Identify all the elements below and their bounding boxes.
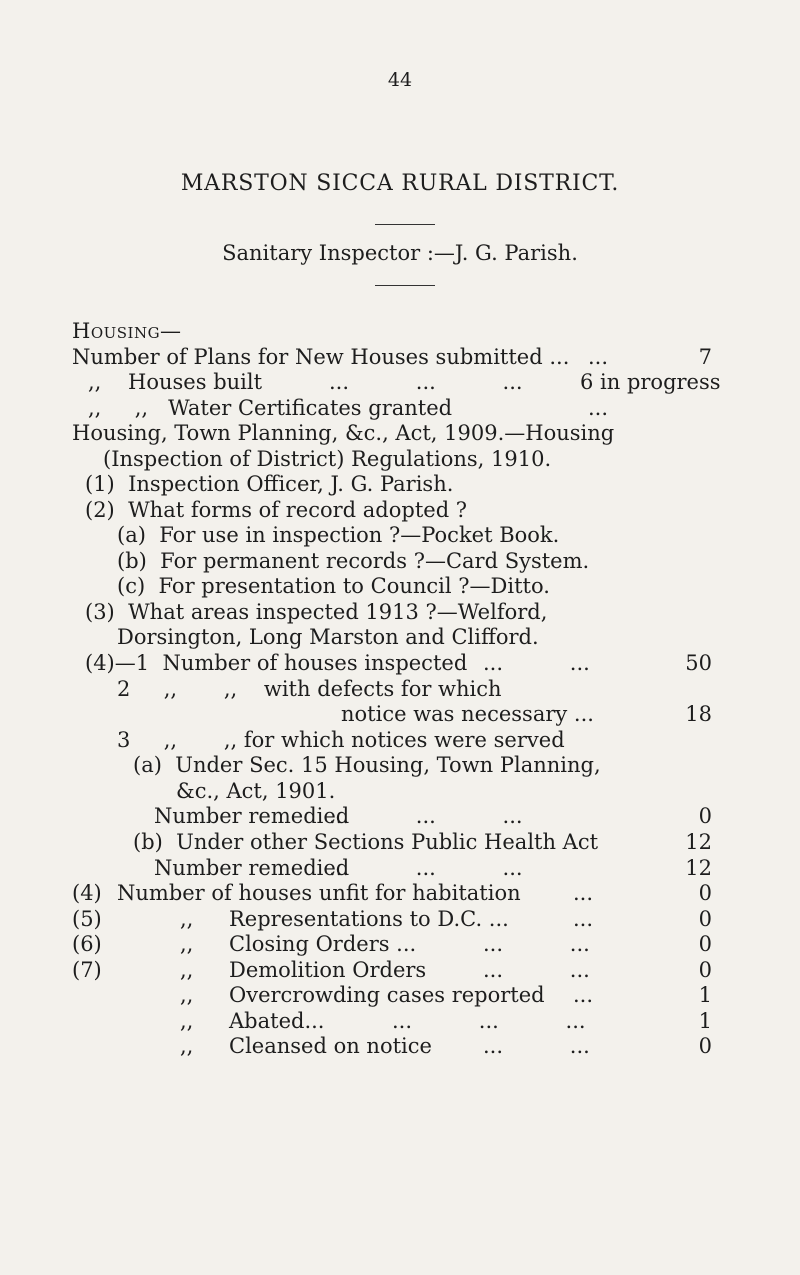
- summary-row-label: Number of houses unfit for habitation: [117, 881, 521, 905]
- item-3-areas-continued: Dorsington, Long Marston and Clifford.: [117, 625, 539, 649]
- under-sec-15-act: &c., Act, 1901.: [176, 779, 336, 803]
- defects-label-continued: notice was necessary ...: [341, 702, 594, 726]
- houses-inspected-label: (4)—1 Number of houses inspected: [85, 651, 468, 675]
- summary-row-ditto: ,,: [180, 932, 194, 956]
- act-line-1: Housing, Town Planning, &c., Act, 1909.—Housing: [72, 421, 615, 445]
- houses-inspected-value: 50: [685, 651, 712, 675]
- summary-row-label: Overcrowding cases reported: [229, 983, 545, 1007]
- summary-row-number: (7): [72, 957, 102, 982]
- defects-value: 18: [685, 702, 712, 726]
- summary-row-label: Demolition Orders: [229, 957, 427, 982]
- summary-row-label: Cleansed on notice: [229, 1034, 432, 1058]
- summary-row-leader: ...: [573, 983, 594, 1007]
- houses-inspected-leader: ... ...: [483, 651, 590, 675]
- summary-row-value: 0: [698, 881, 712, 905]
- summary-row-label: Abated...: [229, 1008, 325, 1033]
- summary-row-ditto: ,,: [180, 957, 194, 982]
- item-3-areas-inspected: (3) What areas inspected 1913 ?—Welford,: [85, 600, 548, 624]
- summary-row-leader: ... ... ...: [392, 1008, 586, 1033]
- summary-row-ditto: ,,: [180, 1008, 194, 1033]
- inspector-line: Sanitary Inspector :—J. G. Parish.: [222, 241, 578, 265]
- summary-row-value: 0: [698, 957, 712, 982]
- page-number: 44: [387, 69, 413, 91]
- public-health-value: 12: [685, 830, 712, 854]
- sec-15-remedied-value: 0: [698, 804, 712, 828]
- summary-row-value: 0: [698, 1034, 712, 1058]
- plans-submitted-leader: ...: [588, 345, 609, 369]
- inspector-divider: [375, 285, 435, 286]
- public-health-remedied-leader: ... ... ...: [329, 856, 523, 880]
- water-certificates-label: ,, ,, Water Certificates granted: [88, 396, 453, 420]
- summary-row-value: 1: [698, 1008, 712, 1033]
- summary-row-number: (4): [72, 881, 102, 905]
- summary-row-leader: ... ...: [483, 1034, 590, 1058]
- summary-row-ditto: ,,: [180, 1034, 194, 1058]
- item-1-inspection-officer: (1) Inspection Officer, J. G. Parish.: [85, 472, 454, 496]
- summary-row-value: 0: [698, 932, 712, 956]
- summary-row-ditto: ,,: [180, 906, 194, 931]
- summary-row-leader: ... ...: [483, 957, 590, 982]
- defects-label: 2 ,, ,, with defects for which: [117, 677, 502, 701]
- summary-row-label: Closing Orders ...: [229, 932, 417, 956]
- public-health-remedied-label: Number remedied: [154, 856, 350, 880]
- item-2-record-forms: (2) What forms of record adopted ?: [85, 498, 468, 522]
- public-health-remedied-value: 12: [685, 856, 712, 880]
- plans-submitted-value: 7: [698, 345, 712, 369]
- section-heading: Housing—: [72, 319, 182, 343]
- summary-row-leader: ...: [573, 906, 594, 931]
- page-title: MARSTON SICCA RURAL DISTRICT.: [180, 171, 620, 196]
- houses-built-label: ,, Houses built: [88, 370, 263, 394]
- summary-row-value: 0: [698, 906, 712, 931]
- houses-built-value: 6 in progress: [580, 370, 721, 394]
- summary-row-value: 1: [698, 983, 712, 1007]
- item-2b-permanent-records: (b) For permanent records ?—Card System.: [117, 549, 590, 573]
- act-line-2: (Inspection of District) Regulations, 1910.: [103, 447, 552, 471]
- summary-row-ditto: ,,: [180, 983, 194, 1007]
- houses-built-leader: ... ... ...: [329, 370, 523, 394]
- item-2c-council-presentation: (c) For presentation to Council ?—Ditto.: [117, 574, 550, 598]
- notices-served-label: 3 ,, ,, for which notices were served: [117, 728, 565, 752]
- summary-row-leader: ... ...: [483, 932, 590, 956]
- title-divider: [375, 224, 435, 225]
- summary-row-number: (6): [72, 932, 102, 956]
- summary-row-number: (5): [72, 906, 102, 931]
- sec-15-remedied-label: Number remedied: [154, 804, 350, 828]
- summary-row-label: Representations to D.C. ...: [229, 906, 509, 931]
- under-sec-15-label: (a) Under Sec. 15 Housing, Town Planning,: [133, 753, 601, 777]
- sec-15-remedied-leader: ... ... ...: [329, 804, 523, 828]
- water-certificates-leader: ...: [588, 396, 609, 420]
- summary-row-leader: ...: [573, 881, 594, 905]
- plans-submitted-label: Number of Plans for New Houses submitted ...: [72, 345, 570, 369]
- item-2a-inspection-use: (a) For use in inspection ?—Pocket Book.: [117, 523, 560, 547]
- public-health-label: (b) Under other Sections Public Health Act: [133, 830, 599, 854]
